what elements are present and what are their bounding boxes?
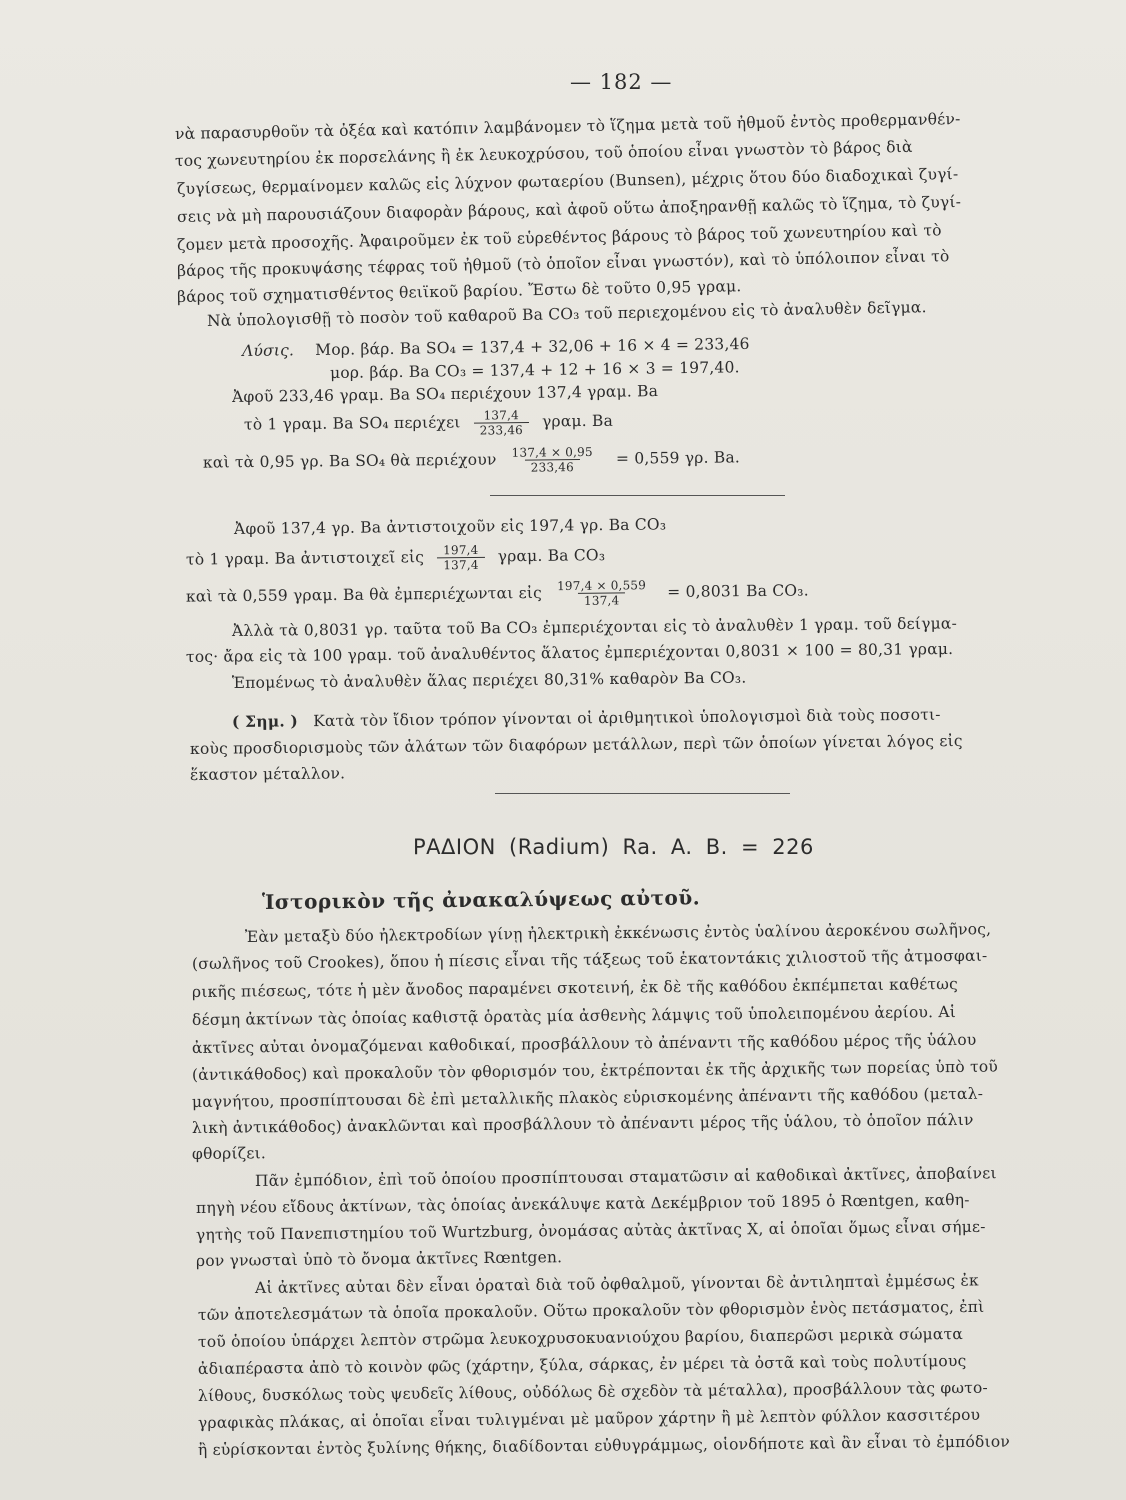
body-line: λίθους, δυσκόλως τοὺς ψευδεῖς λίθους, οὐδόλως δὲ σχεδὸν τὰ μέταλλα), προσβάλλουν τὰς φωτο-	[197, 1378, 989, 1405]
body-line: γραφικὰς πλάκας, αἱ ὁποῖαι εἶναι τυλιγμέναι μὲ μαῦρον χάρτην ἢ μὲ λεπτὸν φύλλον κασσιτέρου	[197, 1405, 981, 1432]
solution-fraction-line-2	[203, 444, 740, 477]
fraction	[474, 409, 529, 437]
body-line: ἀδιαπέραστα ἀπὸ τὸ κοινὸν φῶς (χάρτην, ξύλα, σάρκας, ἐν μέρει τὰ ὀστᾶ καὶ τοὺς πολυτίμους	[197, 1351, 967, 1378]
body-line: τῶν ἀποτελεσμάτων τὰ ὁποῖα προκαλοῦν. Οὕτω προκαλοῦν τὸν φθορισμὸν ἑνὸς πετάσματος, ἐπὶ	[197, 1297, 985, 1324]
solution-formula-3: Ἀφοῦ 233,46 γραμ. Ba SO₄ περιέχουν 137,4 γραμ. Ba	[231, 382, 659, 406]
fraction-suffix: γραμ. Ba CO₃	[497, 546, 606, 566]
note-line-2: κοὺς προσδιορισμοὺς τῶν ἁλάτων τῶν διαφόρων μετάλλων, περὶ τῶν ὁποίων γίνεται λόγος εἰς	[189, 731, 963, 758]
body-line: ρικῆς πιέσεως, τότε ἡ μὲν ἄνοδος παραμένει σκοτεινή, ἐκ δὲ τῆς καθόδου ἐκπέμπεται καθέτως	[191, 974, 959, 1001]
fraction-denominator: 137,4	[578, 592, 626, 607]
body-line: πηγὴ νέου εἴδους ἀκτίνων, τὰς ὁποίας ἀνεκάλυψε κατὰ Δεκέμβριον τοῦ 1895 ὁ Rœntgen, καθη-	[195, 1190, 970, 1217]
body-line: (σωλῆνος τοῦ Crookes), ὅπου ἡ πίεσις εἶναι τῆς τάξεως τοῦ ἑκατοντάκις χιλιοστοῦ τῆς ἀτμοσφαι-	[191, 946, 988, 973]
solution-line	[242, 335, 750, 360]
fraction-prefix: καὶ τὰ 0,559 γραμ. Ba θὰ ἐμπεριέχωνται εἰς	[185, 583, 543, 606]
fraction-prefix: τὸ 1 γραμ. Ba ἀντιστοιχεῖ εἰς	[185, 548, 425, 569]
solution-formula-2: μορ. βάρ. Ba CO₃ = 137,4 + 12 + 16 × 3 = 197,40.	[329, 358, 740, 382]
section-title: Ἱστορικὸν τῆς ἀνακαλύψεως αὐτοῦ.	[261, 885, 701, 914]
fraction-denominator: 233,46	[525, 459, 580, 474]
body-line: φθορίζει.	[191, 1144, 267, 1163]
separator-rule	[490, 495, 785, 496]
fraction-denominator: 137,4	[437, 556, 485, 571]
body-line: ἀκτῖνες αὐται ὀνομαζόμεναι καθοδικαί, προσβάλλουν τὸ ἀπέναντι τῆς καθόδου μέρος τῆς ὑάλου	[191, 1030, 977, 1057]
text-line: νὰ παρασυρθοῦν τὰ ὀξέα καὶ κατόπιν λαμβάνομεν τὸ ἵζημα μετὰ τοῦ ἠθμοῦ ἐντὸς προθερμανθέν-	[174, 109, 961, 143]
fraction-numerator: 197,4 × 0,559	[556, 578, 647, 594]
fraction	[555, 579, 648, 607]
solution2-line-4: Ἀλλὰ τὰ 0,8031 γρ. ταῦτα τοῦ Ba CO₃ ἐμπεριέχονται εἰς τὸ ἀναλυθὲν 1 γραμ. τοῦ δείγμα-	[231, 614, 958, 640]
page-number: — 182 —	[570, 70, 673, 94]
body-line: (ἀντικάθοδος) καὶ προκαλοῦν τὸν φθορισμόν του, ἐκτρέπονται ἐκ τῆς ἀρχικῆς των πορείας ὑπὸ τοῦ	[191, 1057, 999, 1084]
fraction-prefix: τὸ 1 γραμ. Ba SO₄ περιέχει	[243, 413, 461, 434]
body-line: Ἐὰν μεταξὺ δύο ἠλεκτροδίων γίνῃ ἠλεκτρικὴ ἐκκένωσις ἐντὸς ὑαλίνου ἀεροκένου σωλῆνος,	[244, 920, 992, 946]
fraction	[510, 446, 595, 474]
body-line: μαγνήτου, προσπίπτουσαι δὲ ἐπὶ μεταλλικῆς πλακὸς εὑρισκομένης ἀπέναντι τῆς καθόδου (μεταλ-	[191, 1084, 984, 1111]
body-line: τοῦ ὁποίου ὑπάρχει λεπτὸν στρῶμα λευκοχρυσοκυανιούχου βαρίου, διαπερῶσι μερικὰ σώματα	[197, 1324, 964, 1351]
text-line: βάρος τῆς προκυψάσης τέφρας τοῦ ἠθμοῦ (τὸ ὁποῖον εἶναι γνωστόν), καὶ τὸ ὑπόλοιπον εἶναι τὸ	[176, 247, 950, 280]
text-line: σεις νὰ μὴ παρουσιάζουν διαφορὰν βάρους, καὶ ἀφοῦ οὕτω ἀποξηρανθῇ καλῶς τὸ ἵζημα, τὸ ζυγί-	[176, 192, 962, 226]
solution2-line-1: Ἀφοῦ 137,4 γρ. Ba ἀντιστοιχοῦν εἰς 197,4 γρ. Ba CO₃	[233, 515, 667, 538]
fraction-numerator: 137,4	[483, 408, 519, 423]
solution-fraction-line-1	[244, 408, 613, 439]
separator-rule	[495, 793, 790, 794]
note-line-1	[232, 705, 941, 731]
note-label: ( Σημ. )	[231, 711, 299, 731]
fraction-denominator: 233,46	[474, 422, 529, 437]
fraction-suffix: γραμ. Ba	[541, 411, 614, 431]
body-line: δέσμη ἀκτίνων τὰς ὁποίας καθιστᾷ ὁρατὰς μία ἀσθενὴς λάμψις τοῦ ὑπολειπομένου ἀερίου. Αἱ	[191, 1002, 957, 1029]
body-line: λικὴ ἀντικάθοδος) ἀνακλῶνται καὶ προσβάλλουν τὸ ἀπέναντι μέρος τῆς ὑάλου, τὸ ὁποῖον πάλιν	[191, 1110, 974, 1137]
note-text: Κατὰ τὸν ἴδιον τρόπον γίνονται οἱ ἀριθμητικοὶ ὑπολογισμοὶ διὰ τοὺς ποσοτι-	[313, 705, 941, 731]
note-line-3: ἕκαστον μέταλλον.	[189, 764, 346, 784]
text-line: ζυγίσεως, θερμαίνομεν καλῶς εἰς λύχνον φωταερίου (Bunsen), μέχρις ὅτου δύο διαδοχικαὶ ζυγί-	[176, 164, 959, 198]
solution2-line-5: τος· ἄρα εἰς τὰ 100 γραμ. τοῦ ἀναλυθέντος ἅλατος ἐμπεριέχονται 0,8031 × 100 = 80,31 γραμ.	[185, 639, 954, 666]
body-line: Αἱ ἀκτῖνες αὐται δὲν εἶναι ὁραταὶ διὰ τοῦ ὀφθαλμοῦ, γίνονται δὲ ἀντιληπταὶ ἐμμέσως ἐκ	[254, 1271, 979, 1297]
body-line: γητὴς τοῦ Πανεπιστημίου τοῦ Wurtzburg, ὀνομάσας αὐτὰς ἀκτῖνας X, αἱ ὁποῖαι ὅμως εἶναι σήμε-	[195, 1217, 986, 1244]
solution-label: Λύσις.	[241, 341, 295, 360]
fraction-numerator: 137,4 × 0,95	[511, 444, 593, 460]
text-line: τος χωνευτηρίου ἐκ πορσελάνης ἢ ἐκ λευκοχρύσου, τοῦ ὁποίου εἶναι γνωστὸν τὸ βάρος διὰ	[174, 137, 913, 170]
solution2-fraction-line-1	[186, 543, 605, 575]
text-line: βάρος τοῦ σχηματισθέντος θειϊκοῦ βαρίου. Ἔστω δὲ τοῦτο 0,95 γραμ.	[176, 277, 742, 306]
solution2-fraction-line-2	[186, 577, 809, 611]
text-line: Νὰ ὑπολογισθῇ τὸ ποσὸν τοῦ καθαροῦ Ba CO₃ τοῦ περιεχομένου εἰς τὸ ἀναλυθὲν δεῖγμα.	[206, 298, 927, 330]
solution2-line-6: Ἑπομένως τὸ ἀναλυθὲν ἅλας περιέχει 80,31% καθαρὸν Ba CO₃.	[231, 668, 747, 692]
body-line: ἢ εὑρίσκονται ἐντὸς ξυλίνης θήκης, διαδίδονται εὐθυγράμμως, οἱονδήποτε καὶ ἂν εἶναι τὸ ἐμπόδιον	[197, 1432, 1011, 1459]
solution-formula-1: Μορ. βάρ. Ba SO₄ = 137,4 + 32,06 + 16 × 4 = 233,46	[315, 334, 750, 359]
fraction-suffix: = 0,8031 Ba CO₃.	[667, 581, 809, 601]
chapter-heading: ΡΑΔΙΟΝ (Radium) Ra. A. B. = 226	[413, 835, 814, 859]
body-line: ρον γνωσταὶ ὑπὸ τὸ ὄνομα ἀκτῖνες Rœntgen.	[195, 1248, 563, 1270]
fraction-prefix: καὶ τὰ 0,95 γρ. Ba SO₄ θὰ περιέχουν	[202, 450, 497, 472]
body-line: Πᾶν ἐμπόδιον, ἐπὶ τοῦ ὁποίου προσπίπτουσαι σταματῶσιν αἱ καθοδικαὶ ἀκτῖνες, ἀποβαίνει	[254, 1164, 997, 1190]
fraction-suffix: = 0,559 γρ. Ba.	[615, 447, 741, 468]
fraction-numerator: 197,4	[443, 542, 479, 558]
fraction	[437, 544, 485, 572]
text-line: ζομεν μετὰ προσοχῆς. Ἀφαιροῦμεν ἐκ τοῦ εὑρεθέντος βάρους τὸ βάρος τοῦ χωνευτηρίου καὶ τὸ	[176, 221, 942, 254]
